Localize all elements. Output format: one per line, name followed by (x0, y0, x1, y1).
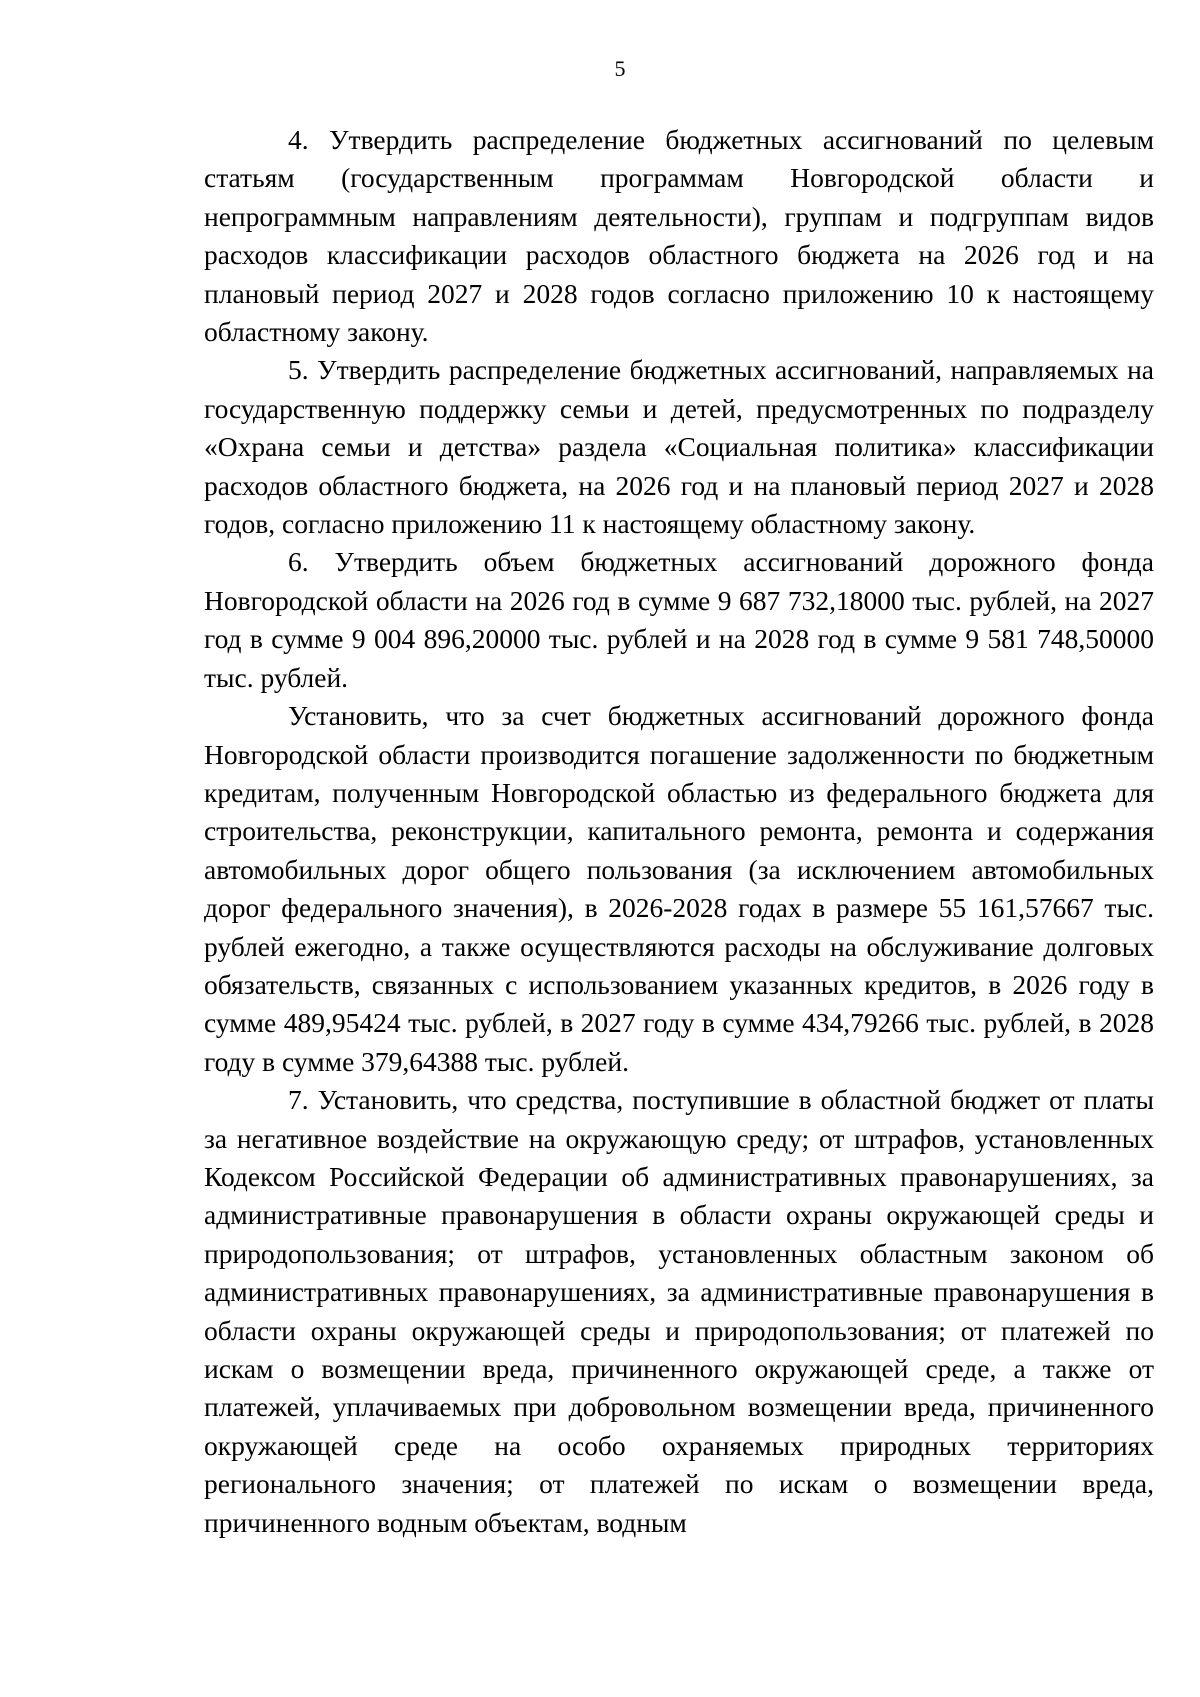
paragraph-item-5: 5. Утвердить распределение бюджетных ассигнований, направляемых на государственную поддержку семьи и детей, предусмотренных по подразделу «Охрана семьи и детства» раздела «Социальная политика» классификации расходов областного бюджета, на 2026 год и на плановый период 2027 и 2028 годов, согласно приложению 11 к настоящему областному закону. (204, 354, 1154, 540)
document-body (204, 121, 1154, 1542)
paragraph-road-fund-debt: Установить, что за счет бюджетных ассигнований дорожного фонда Новгородской области производится погашение задолженности по бюджетным кредитам, полученным Новгородской областью из федерального бюджета для строительства, реконструкции, капитального ремонта, ремонта и содержания автомобильных дорог общего пользования (за исключением автомобильных дорог федерального значения), в 2026-2028 годах в размере 55 161,57667 тыс. рублей ежегодно, а также осуществляются расходы на обслуживание долговых обязательств, связанных с использованием указанных кредитов, в 2026 году в сумме 489,95424 тыс. рублей, в 2027 году в сумме 434,79266 тыс. рублей, в 2028 году в сумме 379,64388 тыс. рублей. (204, 700, 1154, 1077)
paragraph-item-7: 7. Установить, что средства, поступившие в областной бюджет от платы за негативное воздействие на окружающую среду; от штрафов, установленных Кодексом Российской Федерации об административных правонарушениях, за административные правонарушения в области охраны окружающей среды и природопользования; от штрафов, установленных областным законом об административных правонарушениях, за административные правонарушения в области охраны окружающей среды и природопользования; от платежей по искам о возмещении вреда, причиненного окружающей среде, а также от платежей, уплачиваемых при добровольном возмещении вреда, причиненного окружающей среде на особо охраняемых природных территориях регионального значения; от платежей по искам о возмещении вреда, причиненного водным объектам, водным (204, 1084, 1154, 1538)
paragraph-item-6: 6. Утвердить объем бюджетных ассигнований дорожного фонда Новгородской области на 2026 год в сумме 9 687 732,18000 тыс. рублей, на 2027 год в сумме 9 004 896,20000 тыс. рублей и на 2028 год в сумме 9 581 748,50000 тыс. рублей. (204, 546, 1154, 693)
paragraph-item-4: 4. Утвердить распределение бюджетных ассигнований по целевым статьям (государственным программам Новгородской области и непрограммным направлениям деятельности), группам и подгруппам видов расходов классификации расходов областного бюджета на 2026 год и на плановый период 2027 и 2028 годов согласно приложению 10 к настоящему областному закону. (204, 124, 1154, 348)
page-number: 5 (614, 56, 626, 81)
